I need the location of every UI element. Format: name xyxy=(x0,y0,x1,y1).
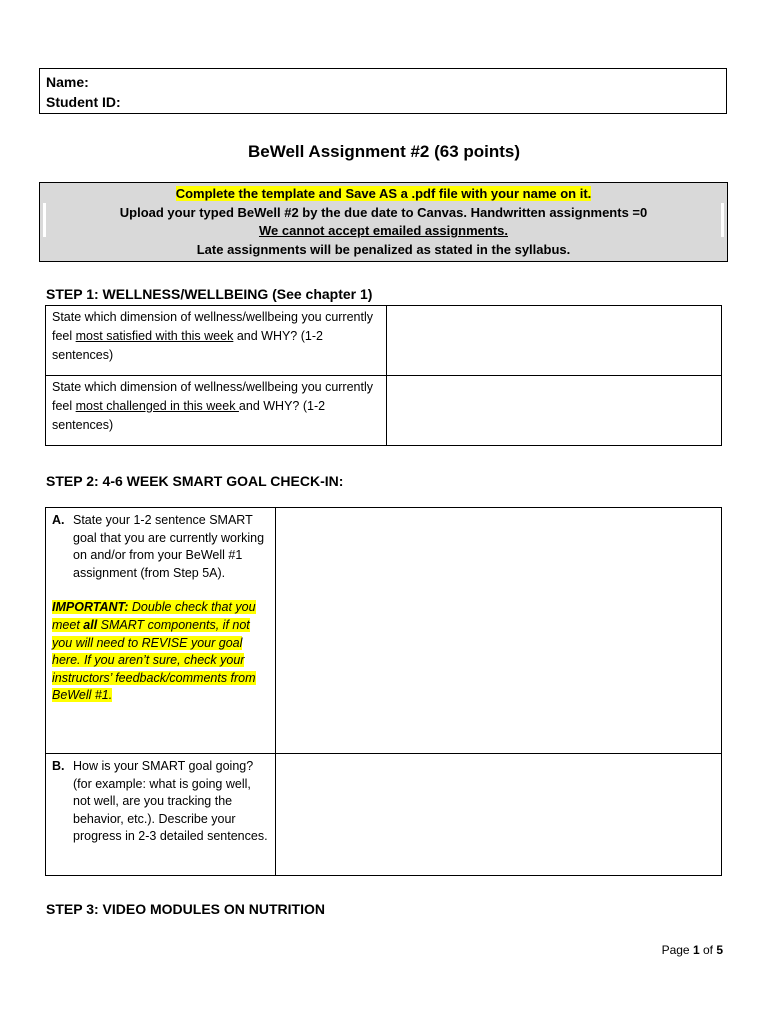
step3-heading: STEP 3: VIDEO MODULES ON NUTRITION xyxy=(46,901,325,917)
table-row xyxy=(46,508,722,754)
notice-line-3: We cannot accept emailed assignments. xyxy=(258,223,508,238)
step1-question-1: State which dimension of wellness/wellbeing you currently feel most satisfied with this week and WHY? (1-2 sentences) xyxy=(46,306,387,376)
step1-answer-1[interactable] xyxy=(387,306,722,376)
notice-line-4: Late assignments will be penalized as stated in the syllabus. xyxy=(196,242,571,257)
step2-question-a xyxy=(46,508,276,754)
item-letter-a: A. xyxy=(52,513,65,527)
page-title: BeWell Assignment #2 (63 points) xyxy=(247,142,521,161)
step2-table xyxy=(45,507,722,876)
table-row xyxy=(46,754,722,876)
step2-answer-b[interactable] xyxy=(276,754,722,876)
name-label: Name: xyxy=(46,74,89,90)
question-a-text: State your 1-2 sentence SMART goal that you are currently working on and/or from your BeWell #1 assignment (from Step 5A). xyxy=(73,513,265,580)
student-id-label: Student ID: xyxy=(46,94,121,110)
notice-line-1: Complete the template and Save AS a .pdf file with your name on it. xyxy=(175,186,592,201)
page-number: Page 1 of 5 xyxy=(661,943,723,957)
step2-question-b xyxy=(46,754,276,876)
question-b-text: How is your SMART goal going? (for example: what is going well, not well, are you tracking the behavior, etc.). Describe your progress in 2-3 detailed sentences. xyxy=(73,759,268,844)
step1-heading: STEP 1: WELLNESS/WELLBEING (See chapter 1) xyxy=(46,286,373,302)
table-row xyxy=(46,306,722,376)
step2-heading: STEP 2: 4-6 WEEK SMART GOAL CHECK-IN: xyxy=(46,473,344,489)
important-note: IMPORTANT: Double check that you meet all SMART components, if not you will need to REVISE your goal here. If you aren’t sure, check your instructors’ feedback/comments from BeWell #1. xyxy=(52,600,256,703)
table-row xyxy=(46,376,722,446)
notice-box xyxy=(39,182,728,262)
student-info-box xyxy=(39,68,727,114)
step1-answer-2[interactable] xyxy=(387,376,722,446)
notice-line-2: Upload your typed BeWell #2 by the due date to Canvas. Handwritten assignments =0 xyxy=(119,205,648,220)
step1-table xyxy=(45,305,722,446)
step1-question-2: State which dimension of wellness/wellbeing you currently feel most challenged in this week and WHY? (1-2 sentences) xyxy=(46,376,387,446)
step2-answer-a[interactable] xyxy=(276,508,722,754)
item-letter-b: B. xyxy=(52,759,65,773)
